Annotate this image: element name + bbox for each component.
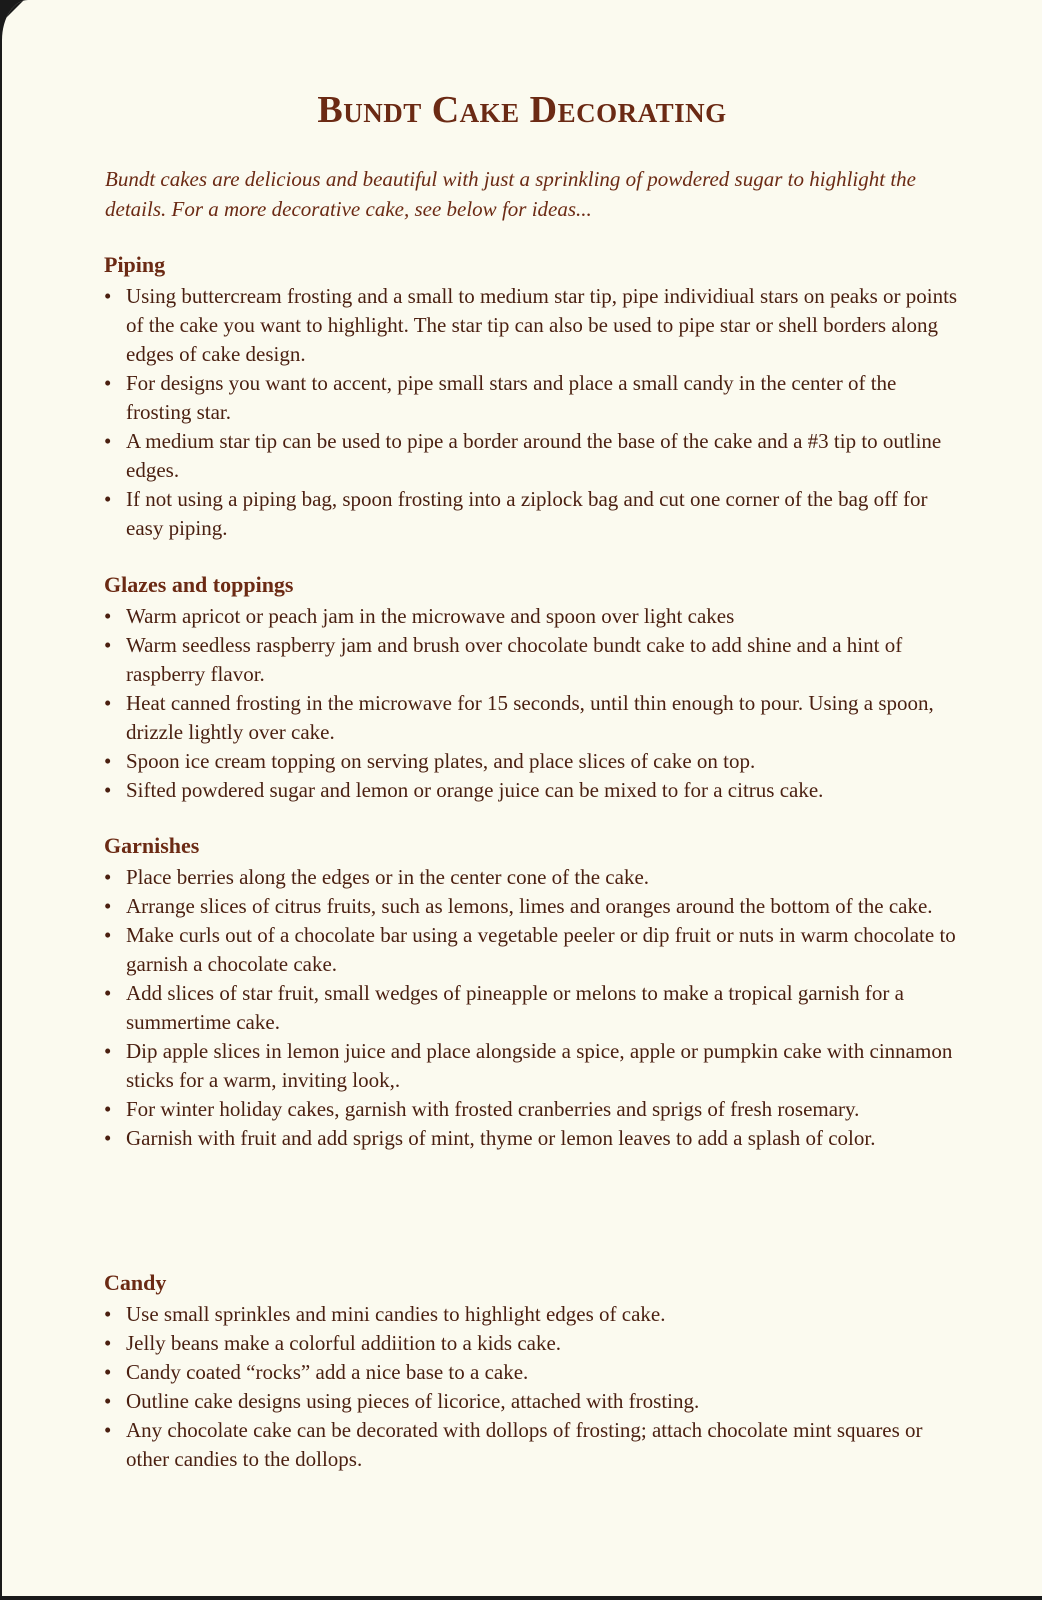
list-item-text: Make curls out of a chocolate bar using a vegetable peeler or dip fruit or nuts in warm chocolate to garnish a chocolate cake.	[126, 923, 956, 976]
list-item	[104, 863, 964, 892]
list-item	[104, 369, 964, 427]
intro-paragraph: Bundt cakes are delicious and beautiful with just a sprinkling of powdered sugar to highlight the details. For a more decorative cake, see below for ideas...	[105, 167, 916, 221]
list-item-text: Add slices of star fruit, small wedges of pineapple or melons to make a tropical garnish for a summertime cake.	[126, 981, 904, 1034]
list-item	[104, 1095, 964, 1124]
bullet-icon: •	[104, 429, 112, 453]
list-item-text: Use small sprinkles and mini candies to highlight edges of cake.	[126, 1302, 666, 1326]
list-item-text: Dip apple slices in lemon juice and place alongside a spice, apple or pumpkin cake with cinnamon sticks for a warm, inviting look,.	[126, 1039, 953, 1092]
list-item-text: Spoon ice cream topping on serving plates, and place slices of cake on top.	[126, 749, 756, 773]
bullet-icon: •	[104, 1331, 112, 1355]
section-heading: Glazes and toppings	[104, 572, 294, 597]
list-item	[104, 631, 964, 689]
document-page	[2, 0, 1042, 1596]
page-title: Bundt Cake Decorating	[317, 89, 727, 131]
bullet-icon: •	[104, 865, 112, 889]
bullet-icon: •	[104, 1097, 112, 1121]
list-item-text: For designs you want to accent, pipe small stars and place a small candy in the center of the frosting star.	[126, 371, 897, 424]
bullet-icon: •	[104, 923, 112, 947]
bullet-icon: •	[104, 691, 112, 715]
bullet-icon: •	[104, 1302, 112, 1326]
list-item	[104, 1387, 964, 1416]
bullet-icon: •	[104, 981, 112, 1005]
list-item	[104, 485, 964, 543]
bullet-list	[104, 282, 964, 543]
bullet-icon: •	[104, 633, 112, 657]
bullet-icon: •	[104, 1126, 112, 1150]
list-item	[104, 1358, 964, 1387]
list-item	[104, 921, 964, 979]
bullet-icon: •	[104, 1389, 112, 1413]
section-glazes-and-toppings	[104, 572, 964, 805]
list-item-text: Using buttercream frosting and a small to medium star tip, pipe individiual stars on peaks or points of the cake you want to highlight. The star tip can also be used to pipe star or shell borders along edges of cake design.	[126, 284, 958, 366]
bullet-icon: •	[104, 749, 112, 773]
bullet-list	[104, 1300, 964, 1474]
list-item	[104, 427, 964, 485]
list-item-text: Any chocolate cake can be decorated with dollops of frosting; attach chocolate mint squares or other candies to the dollops.	[126, 1418, 923, 1471]
section-heading: Piping	[104, 252, 166, 277]
list-item-text: Heat canned frosting in the microwave for 15 seconds, until thin enough to pour. Using a spoon, drizzle lightly over cake.	[126, 691, 934, 744]
bullet-icon: •	[104, 1418, 112, 1442]
bullet-list	[104, 863, 964, 1153]
section-heading: Garnishes	[104, 833, 200, 858]
list-item	[104, 602, 964, 631]
section-garnishes	[104, 833, 964, 1153]
list-item	[104, 979, 964, 1037]
list-item-text: Arrange slices of citrus fruits, such as lemons, limes and oranges around the bottom of the cake.	[126, 894, 933, 918]
bullet-icon: •	[104, 371, 112, 395]
list-item	[104, 1329, 964, 1358]
bullet-list	[104, 602, 964, 805]
list-item	[104, 1037, 964, 1095]
list-item	[104, 689, 964, 747]
list-item-text: Warm apricot or peach jam in the microwave and spoon over light cakes	[126, 604, 735, 628]
list-item	[104, 282, 964, 369]
list-item-text: Warm seedless raspberry jam and brush over chocolate bundt cake to add shine and a hint of raspberry flavor.	[126, 633, 903, 686]
bullet-icon: •	[104, 894, 112, 918]
bullet-icon: •	[104, 778, 112, 802]
page-corner-mark	[2, 0, 24, 22]
list-item	[104, 1124, 964, 1153]
list-item	[104, 892, 964, 921]
bullet-icon: •	[104, 284, 112, 308]
section-candy	[104, 1270, 964, 1474]
list-item	[104, 747, 964, 776]
bullet-icon: •	[104, 604, 112, 628]
list-item-text: If not using a piping bag, spoon frosting into a ziplock bag and cut one corner of the bag off for easy piping.	[126, 487, 928, 540]
list-item-text: Garnish with fruit and add sprigs of mint, thyme or lemon leaves to add a splash of color.	[126, 1126, 876, 1150]
list-item	[104, 1416, 964, 1474]
bullet-icon: •	[104, 487, 112, 511]
list-item-text: For winter holiday cakes, garnish with frosted cranberries and sprigs of fresh rosemary.	[126, 1097, 860, 1121]
section-heading: Candy	[104, 1270, 167, 1295]
list-item-text: Candy coated “rocks” add a nice base to a cake.	[126, 1360, 529, 1384]
list-item-text: Outline cake designs using pieces of licorice, attached with frosting.	[126, 1389, 700, 1413]
section-piping	[104, 252, 964, 543]
list-item	[104, 776, 964, 805]
list-item-text: Jelly beans make a colorful addiition to a kids cake.	[126, 1331, 562, 1355]
list-item-text: Sifted powdered sugar and lemon or orange juice can be mixed to for a citrus cake.	[126, 778, 824, 802]
list-item-text: Place berries along the edges or in the center cone of the cake.	[126, 865, 650, 889]
bullet-icon: •	[104, 1039, 112, 1063]
bullet-icon: •	[104, 1360, 112, 1384]
list-item	[104, 1300, 964, 1329]
list-item-text: A medium star tip can be used to pipe a border around the base of the cake and a #3 tip to outline edges.	[126, 429, 942, 482]
